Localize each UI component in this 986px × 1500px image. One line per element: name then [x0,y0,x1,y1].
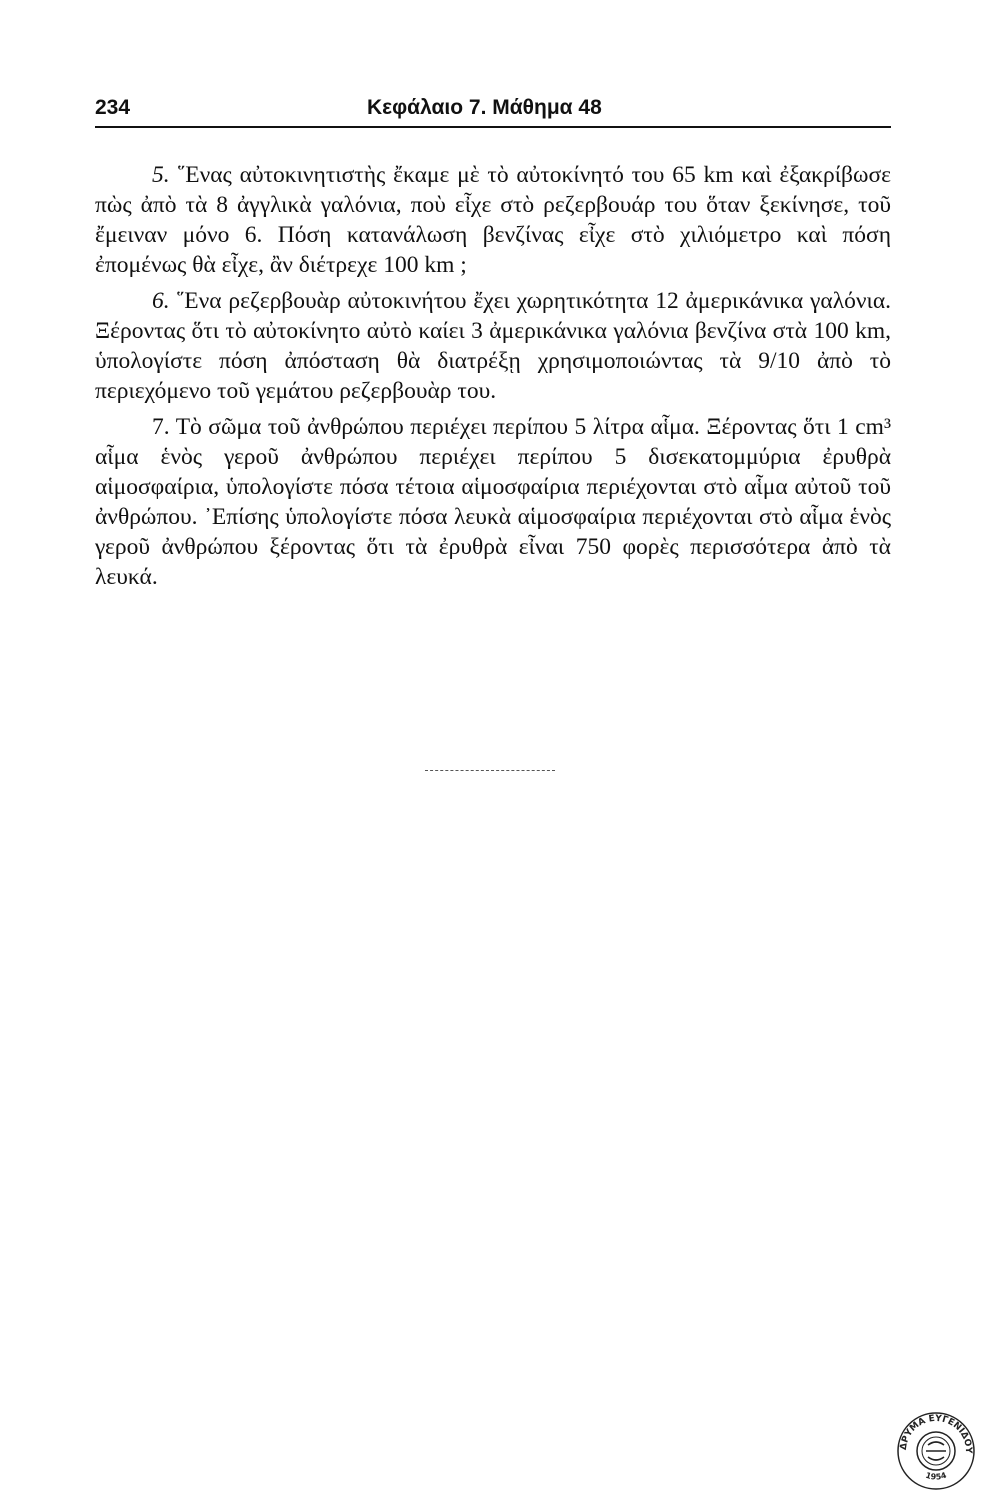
exercise-number: 7. [152,414,170,440]
exercise-6 [95,286,891,406]
exercise-5 [95,160,891,280]
exercise-list [95,160,891,598]
exercise-text: ῞Ενας αὐτοκινητιστὴς ἔκαμε μὲ τὸ αὐτοκίνητό του 65 km καὶ ἐξακρίβωσε πὼς ἀπὸ τὰ 8 ἀγγλικὰ γαλόνια, ποὺ εἶχε στὸ ρεζερβουάρ του ὅταν ξεκίνησε, τοῦ ἔμειναν μόνο 6. Πόση κατανάλωση βενζίνας εἶχε στὸ χιλιόμετρο καὶ πόση ἐπομένως θὰ εἶχε, ἂν διέτρεχε 100 km ; [95,162,892,278]
svg-text:1954 [924,1471,947,1482]
seal-year: 1954 [924,1470,948,1482]
exercise-number: 6. [152,288,170,314]
running-head: Κεφάλαιο 7. Μάθημα 48 [367,96,602,119]
exercise-text: Τὸ σῶμα τοῦ ἀνθρώπου περιέχει περίπου 5 λίτρα αἷμα. Ξέροντας ὅτι 1 cm³ αἷμα ἑνὸς γεροῦ ἀνθρώπου περιέχει περίπου 5 δισεκατομμύρια ἐρυθρὰ αἱμοσφαίρια, ὑπολογίστε πόσα τέτοια αἱμοσφαίρια περιέχονται στὸ αἷμα αὐτοῦ τοῦ ἀνθρώπου. ᾿Επίσης ὑπολογίστε πόσα λευκὰ αἱμοσφαίρια περιέχονται στὸ αἷμα ἑνὸς γεροῦ ἀνθρώπου ξέροντας ὅτι τὰ ἐρυθρὰ εἶναι 750 φορὲς περισσότερα ἀπὸ τὰ λευκά. [95,414,891,590]
header-rule [95,126,891,128]
page-header [95,96,891,126]
section-end-rule [425,770,555,771]
page-number: 234 [95,96,131,119]
exercise-number: 5. [152,162,170,188]
exercise-7 [95,412,891,592]
seal-text: ΔΡΥΜΑ ΕΥΓΕΝΙΔΟΥ [898,1413,974,1454]
foundation-seal-icon [895,1410,977,1492]
exercise-text: ῞Ενα ρεζερβουὰρ αὐτοκινήτου ἔχει χωρητικότητα 12 ἀμερικάνικα γαλόνια. Ξέροντας ὅτι τὸ αὐτοκίνητο αὐτὸ καίει 3 ἀμερικάνικα γαλόνια βενζίνα στὰ 100 km, ὑπολογίστε πόση ἀπόσταση θὰ διατρέξῃ χρησιμοποιώντας τὰ 9/10 ἀπὸ τὸ περιεχόμενο τοῦ γεμάτου ρεζερβουὰρ του. [95,288,892,404]
